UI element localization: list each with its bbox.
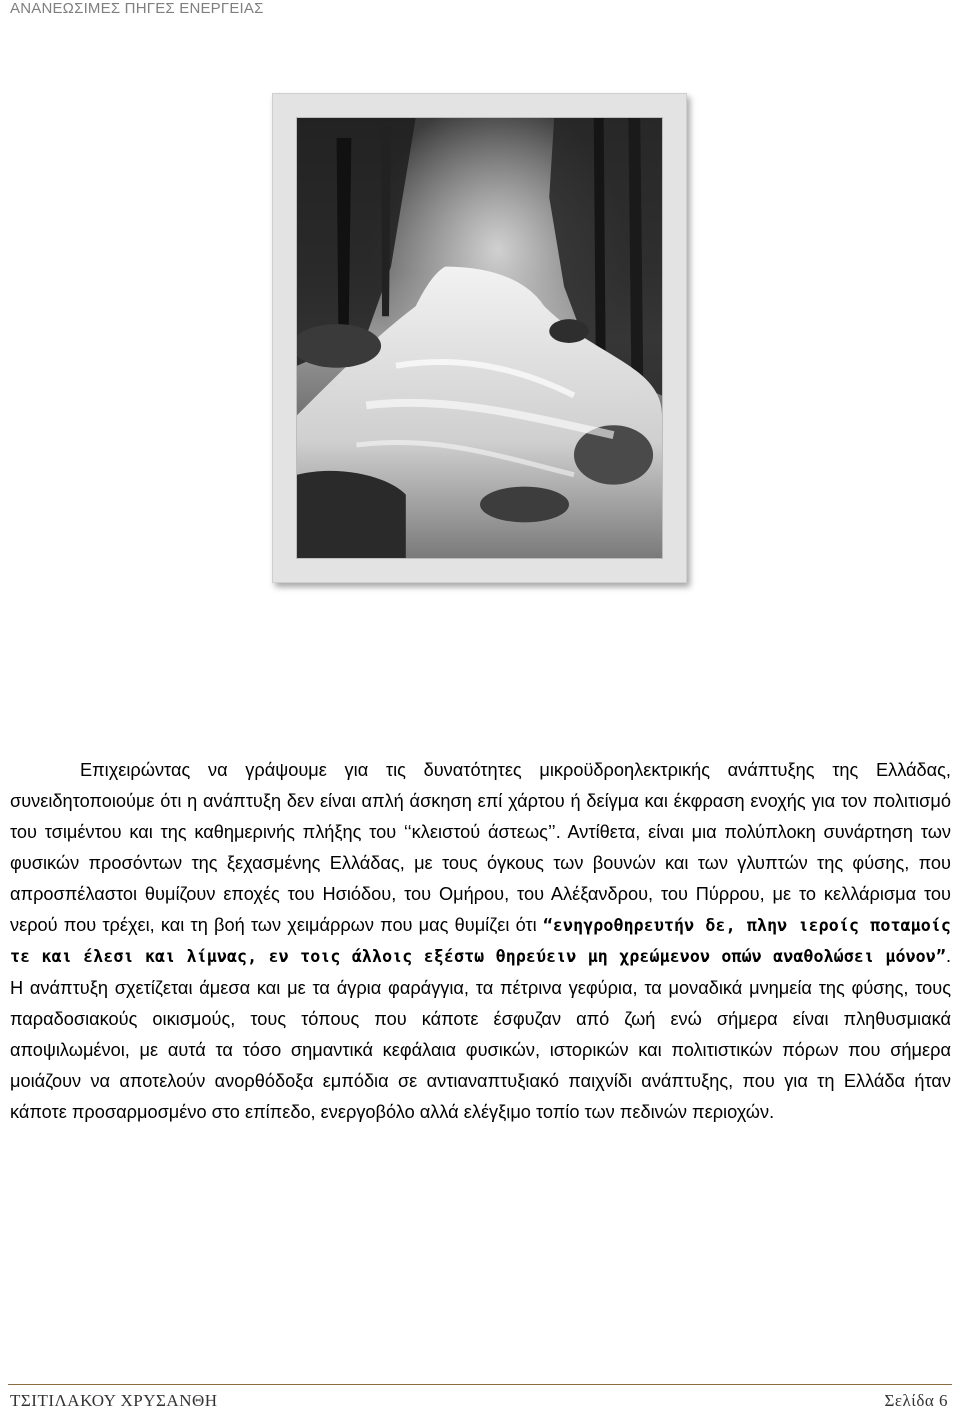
paragraph [10,755,951,1128]
ancient-quote: “ενηγροθηρευτήν δε, πλην ιεροίς ποταμοίς τε και έλεσι και λίμνας, εν τοις άλλοις εξέστω θηρεύειν μη χρεώμενον οπών αναθολώσει μόνον” [10,915,951,967]
running-header: ΑΝΑΝΕΩΣΙΜΕΣ ΠΗΓΕΣ ΕΝΕΡΓΕΙΑΣ [10,0,264,17]
footer-author: ΤΣΙΤΙΛΑΚΟΥ ΧΡΥΣΑΝΘΗ [10,1391,218,1410]
photo-frame [272,93,687,583]
text-before-quote: Επιχειρώντας να γράψουμε για τις δυνατότητες μικροϋδροηλεκτρικής ανάπτυξης της Ελλάδας, συνειδητοποιούμε ότι η ανάπτυξη δεν είναι απλή άσκηση επί χάρτου ή δείγμα και έκφραση ενοχής για τον πολιτισμό του τσιμέντου και της καθημερινής πλήξης του ‘‘κλειστού άστεως’’. Αντίθετα, είναι μια πολύπλοκη συνάρτηση των φυσικών προσόντων της ξεχασμένης Ελλάδας, με τους όγκους των βουνών και των γλυπτών της φύσης, που απροσπέλαστοι θυμίζουν εποχές του Ησιόδου, του Ομήρου, του Αλέξανδρου, του Πύρρου, με το κελλάρισμα του νερού που τρέχει, και τη βοή των χειμάρρων που μας θυμίζει ότι [10,760,951,935]
main-paragraph [10,755,951,1128]
text-after-quote: . Η ανάπτυξη σχετίζεται άμεσα και με τα άγρια φαράγγια, τα πέτρινα γεφύρια, τα μοναδικά μνημεία της φύσης, τους παραδοσιακούς οικισμούς, τους τόπους που κάποτε έσφυζαν από ζωή ενώ σήμερα είναι πληθυσμιακά αποψιλωμένοι, με αυτά τα τόσο σημαντικά κεφάλαια φυσικών, ιστορικών και πολιτιστικών πόρων που σήμερα μοιάζουν να αποτελούν ανορθόδοξα εμπόδια σε αντιαναπτυξιακό παιχνίδι ανάπτυξης, που για τη Ελλάδα ήταν κάποτε προσαρμοσμένο στο επίπεδο, ενεργοβόλο αλλά ελέγξιμο τοπίο των πεδινών περιοχών. [10,946,951,1122]
footer-page-number: Σελίδα 6 [884,1391,948,1410]
footer-divider [8,1384,952,1385]
river-forest-photo-icon [296,117,663,559]
